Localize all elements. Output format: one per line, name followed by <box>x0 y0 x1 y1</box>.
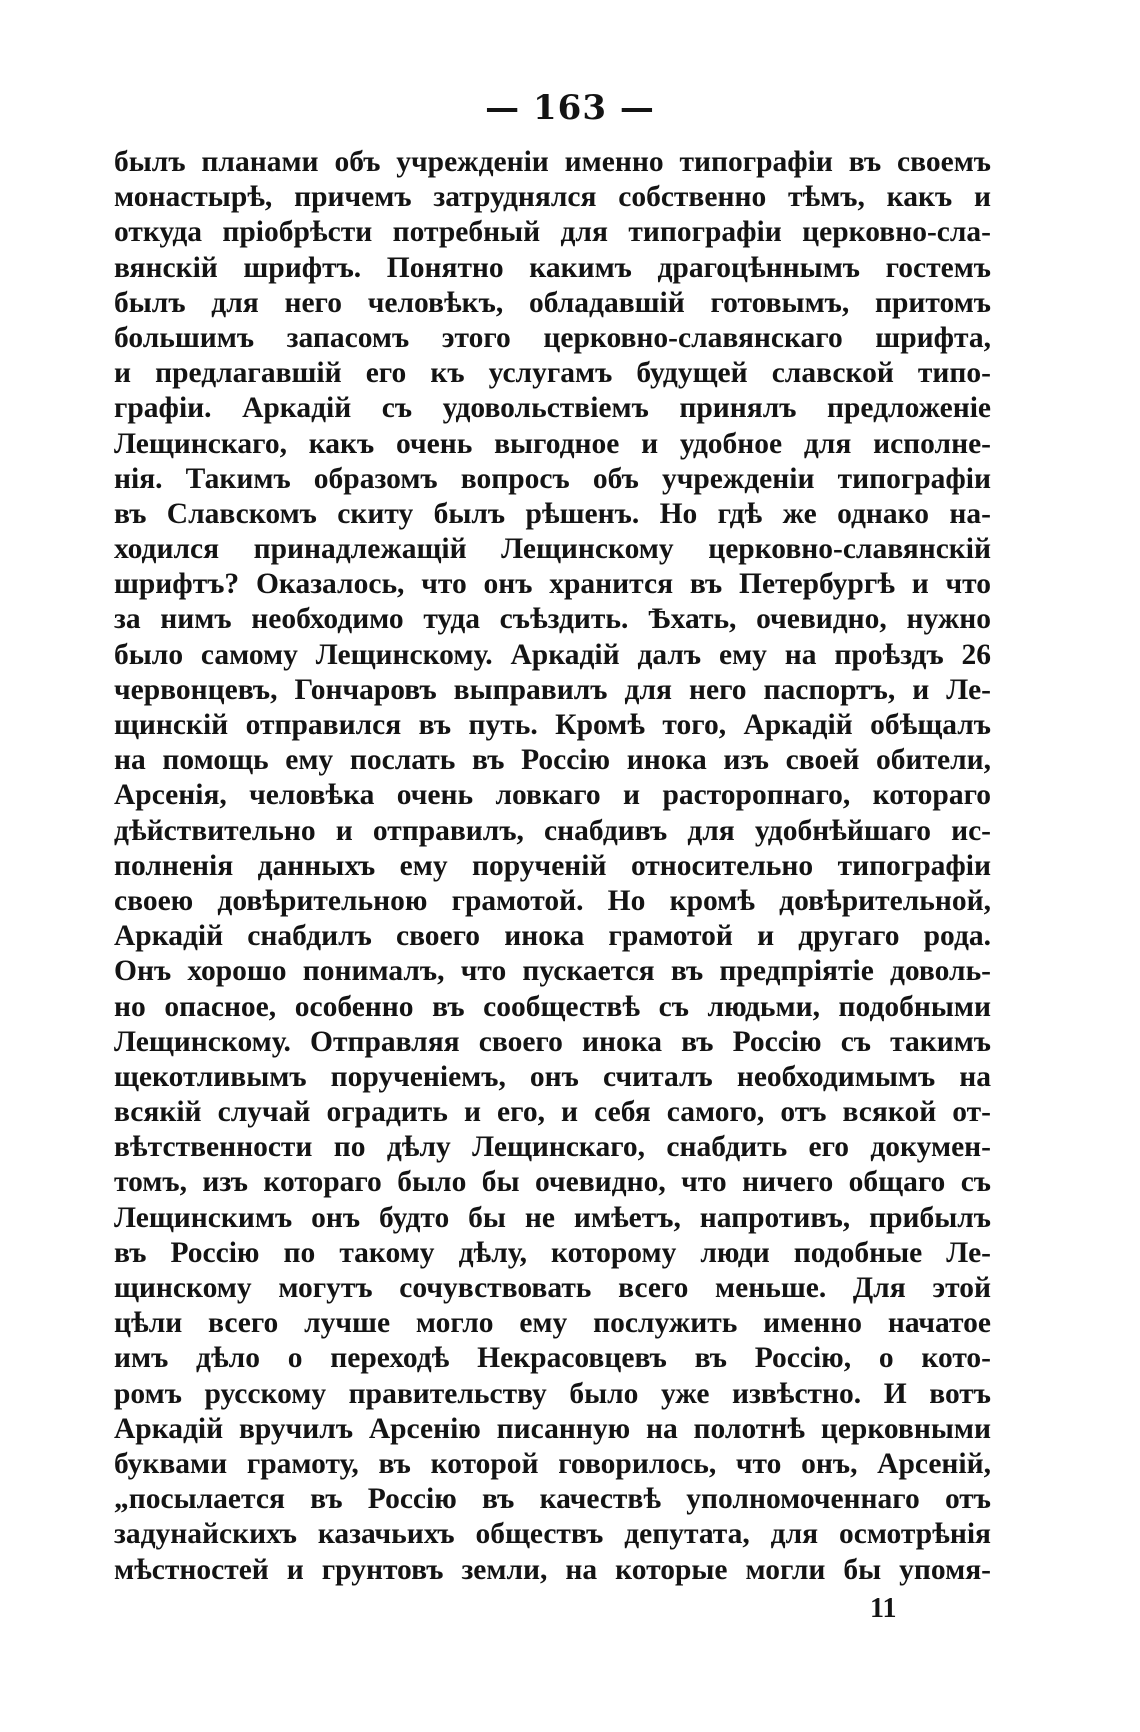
text-line: ромъ русскому правительству было уже извѣстно. И вотъ <box>114 1377 991 1410</box>
text-line: буквами грамоту, въ которой говорилось, что онъ, Арсеній, <box>114 1447 991 1480</box>
text-line: щинскому могутъ сочувствовать всего меньше. Для этой <box>114 1272 991 1304</box>
text-line: въ Россію по такому дѣлу, которому люди подобные Ле- <box>114 1236 991 1269</box>
body-text <box>114 145 991 1588</box>
text-line: имъ дѣло о переходѣ Некрасовцевъ въ Россію, о кото- <box>114 1342 991 1375</box>
text-line: но опасное, особенно въ сообществѣ съ людьми, подобными <box>114 990 991 1023</box>
text-line: полненія данныхъ ему порученій относительно типографіи <box>114 849 991 882</box>
text-line: шрифтъ? Оказалось, что онъ хранится въ Петербургѣ и что <box>114 568 991 601</box>
text-line: червонцевъ, Гончаровъ выправилъ для него паспортъ, и Ле- <box>114 673 991 706</box>
text-line: Лещинскимъ онъ будто бы не имѣетъ, напротивъ, прибылъ <box>114 1201 991 1234</box>
text-line: „посылается въ Россію въ качествѣ уполномоченнаго отъ <box>114 1483 991 1516</box>
text-line: вянскій шрифтъ. Понятно какимъ драгоцѣннымъ гостемъ <box>114 251 991 284</box>
text-line: графіи. Аркадій съ удовольствіемъ принялъ предложеніе <box>114 392 991 425</box>
text-line: цѣли всего лучше могло ему послужить именно начатое <box>114 1307 991 1340</box>
text-line: монастырѣ, причемъ затруднялся собственно тѣмъ, какъ и <box>114 181 991 214</box>
text-line: и предлагавшій его къ услугамъ будущей славской типо- <box>114 357 991 390</box>
text-line: Лещинскому. Отправляя своего инока въ Россію съ такимъ <box>114 1025 991 1058</box>
text-line: ходился принадлежащій Лещинскому церковно-славянскій <box>114 533 991 566</box>
text-line: томъ, изъ котораго было бы очевидно, что ничего общаго съ <box>114 1166 991 1199</box>
text-line: задунайскихъ казачьихъ обществъ депутата, для осмотрѣнія <box>114 1518 991 1551</box>
text-line: откуда пріобрѣсти потребный для типографіи церковно-сла- <box>114 216 991 249</box>
text-line: Лещинскаго, какъ очень выгодное и удобное для исполне- <box>114 427 991 460</box>
text-line: на помощь ему послать въ Россію инока изъ своей обители, <box>114 744 991 777</box>
text-line: вѣтственности по дѣлу Лещинскаго, снабдить его докумен- <box>114 1131 991 1164</box>
text-line: нія. Такимъ образомъ вопросъ объ учрежденіи типографіи <box>114 462 991 495</box>
text-line: мѣстностей и грунтовъ земли, на которые могли бы упомя- <box>114 1553 991 1586</box>
text-line: щекотливымъ порученіемъ, онъ считалъ необходимымъ на <box>114 1060 991 1093</box>
text-line: въ Славскомъ скиту былъ рѣшенъ. Но гдѣ же однако на- <box>114 497 991 530</box>
text-line: своею довѣрительною грамотой. Но кромѣ довѣрительной, <box>114 884 991 917</box>
text-line: Аркадій снабдилъ своего инока грамотой и другаго рода. <box>114 920 991 953</box>
text-line: былъ для него человѣкъ, обладавшій готовымъ, притомъ <box>114 286 991 319</box>
text-line: всякій случай оградить и его, и себя самого, отъ всякой от- <box>114 1096 991 1129</box>
signature-mark: 11 <box>870 1593 897 1624</box>
text-line: Арсенія, человѣка очень ловкаго и расторопнаго, котораго <box>114 779 991 812</box>
text-line: дѣйствительно и отправилъ, снабдивъ для удобнѣйшаго ис- <box>114 814 991 847</box>
text-line: Аркадій вручилъ Арсенію писанную на полотнѣ церковными <box>114 1412 991 1445</box>
text-line: Онъ хорошо понималъ, что пускается въ предпріятіе доволь- <box>114 955 991 988</box>
text-line: было самому Лещинскому. Аркадій далъ ему на проѣздъ 26 <box>114 638 991 671</box>
text-line: былъ планами объ учрежденіи именно типографіи въ своемъ <box>114 146 991 178</box>
page-number: — 163 — <box>485 88 655 128</box>
text-line: щинскій отправился въ путь. Кромѣ того, Аркадій обѣщалъ <box>114 709 991 741</box>
text-line: за нимъ необходимо туда съѣздить. Ѣхать, очевидно, нужно <box>114 603 991 636</box>
text-line: большимъ запасомъ этого церковно-славянскаго шрифта, <box>114 321 991 354</box>
